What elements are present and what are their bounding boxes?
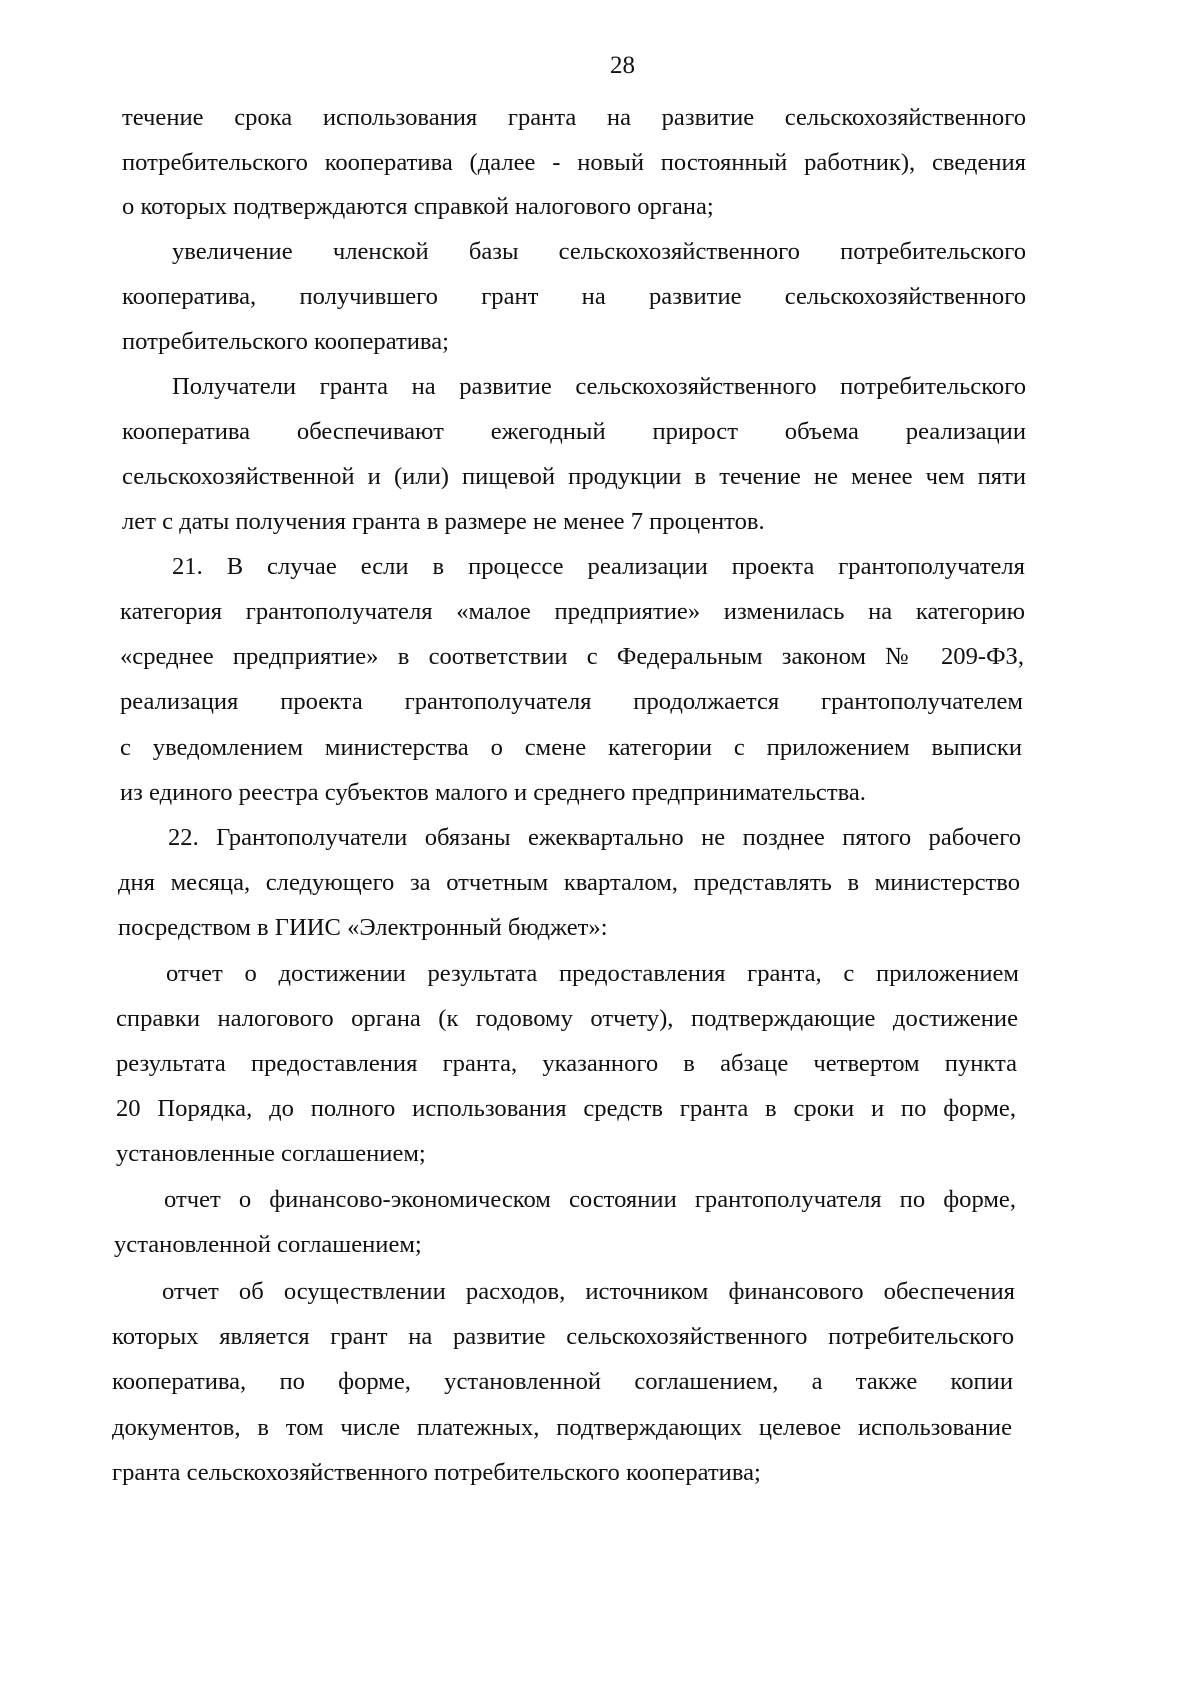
text-line: реализация проекта грантополучателя продолжается грантополучателем — [120, 688, 1023, 715]
text-line: о которых подтверждаются справкой налогового органа; — [122, 193, 714, 220]
text-line: «среднее предприятие» в соответствии с Федеральным законом № 209-ФЗ, — [120, 643, 1024, 670]
text-line: справки налогового органа (к годовому отчету), подтверждающие достижение — [116, 1005, 1018, 1032]
text-line: посредством в ГИИС «Электронный бюджет»: — [118, 914, 608, 941]
text-line: из единого реестра субъектов малого и среднего предпринимательства. — [120, 779, 866, 806]
text-line: кооператива, по форме, установленной соглашением, а также копии — [112, 1368, 1013, 1395]
text-line: результата предоставления гранта, указанного в абзаце четвертом пункта — [116, 1050, 1017, 1077]
text-line: увеличение членской базы сельскохозяйственного потребительского — [172, 238, 1026, 265]
text-line: кооператива, получившего грант на развитие сельскохозяйственного — [122, 283, 1026, 310]
text-line: лет с даты получения гранта в размере не менее 7 процентов. — [122, 508, 765, 535]
text-line: категория грантополучателя «малое предприятие» изменилась на категорию — [120, 598, 1025, 625]
page-number: 28 — [610, 52, 635, 79]
text-line: с уведомлением министерства о смене категории с приложением выписки — [120, 734, 1022, 761]
text-line: 22. Грантополучатели обязаны ежеквартально не позднее пятого рабочего — [168, 824, 1021, 851]
text-line: отчет о достижении результата предоставления гранта, с приложением — [166, 960, 1019, 987]
text-line: сельскохозяйственной и (или) пищевой продукции в течение не менее чем пяти — [122, 463, 1026, 490]
text-line: 21. В случае если в процессе реализации проекта грантополучателя — [172, 553, 1025, 580]
text-line: установленной соглашением; — [114, 1231, 422, 1258]
text-line: 20 Порядка, до полного использования средств гранта в сроки и по форме, — [116, 1095, 1016, 1122]
text-line: Получатели гранта на развитие сельскохозяйственного потребительского — [172, 373, 1026, 400]
text-line: отчет об осуществлении расходов, источником финансового обеспечения — [162, 1278, 1015, 1305]
text-line: гранта сельскохозяйственного потребительского кооператива; — [112, 1459, 761, 1486]
text-line: документов, в том числе платежных, подтверждающих целевое использование — [112, 1414, 1012, 1441]
text-line: установленные соглашением; — [116, 1140, 426, 1167]
text-line: потребительского кооператива (далее - новый постоянный работник), сведения — [122, 149, 1026, 176]
text-line: кооператива обеспечивают ежегодный прирост объема реализации — [122, 418, 1026, 445]
text-line: отчет о финансово-экономическом состоянии грантополучателя по форме, — [164, 1186, 1016, 1213]
text-line: которых является грант на развитие сельскохозяйственного потребительского — [112, 1323, 1014, 1350]
text-line: потребительского кооператива; — [122, 328, 449, 355]
text-line: дня месяца, следующего за отчетным кварталом, представлять в министерство — [118, 869, 1020, 896]
text-line: течение срока использования гранта на развитие сельскохозяйственного — [122, 104, 1026, 131]
